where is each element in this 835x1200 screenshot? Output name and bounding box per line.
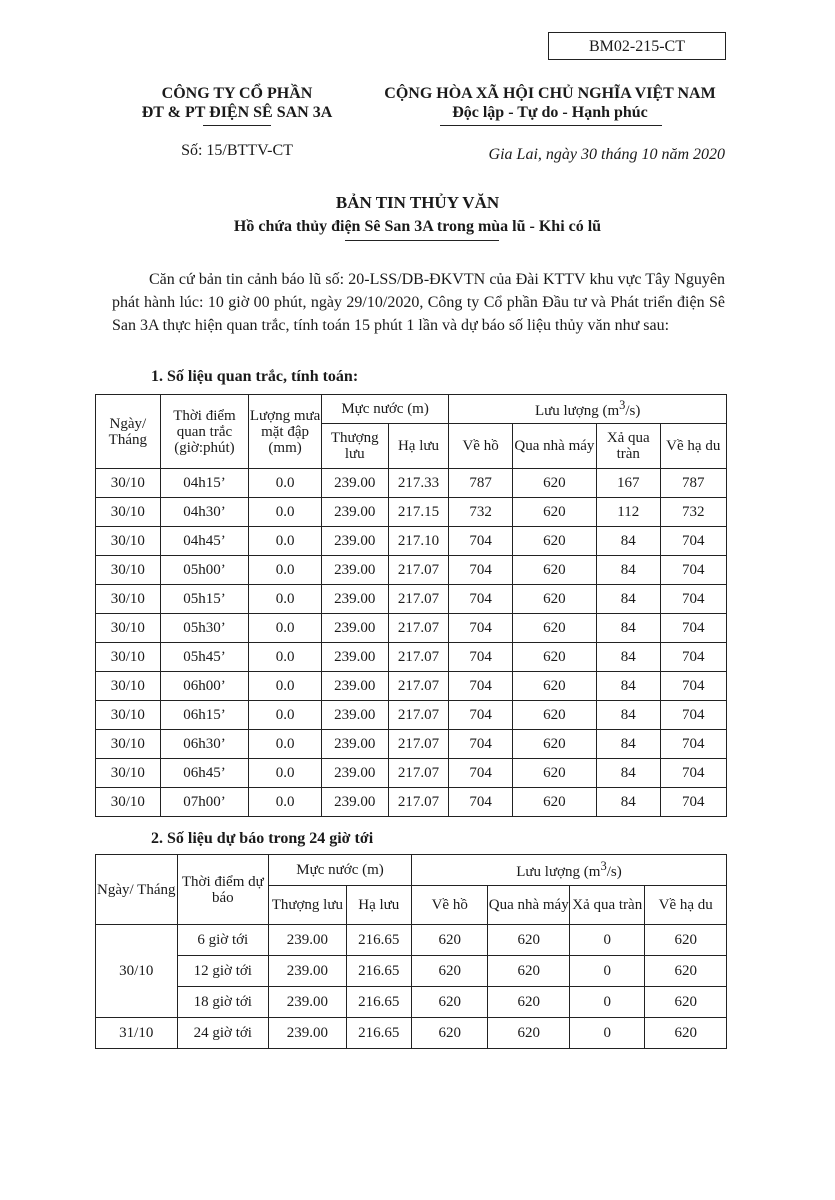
table-cell: 84 bbox=[597, 527, 660, 556]
subtitle-underline bbox=[345, 240, 499, 241]
table-cell: 620 bbox=[488, 956, 570, 987]
table-cell: 05h00’ bbox=[160, 556, 249, 585]
table-cell: 239.00 bbox=[321, 672, 388, 701]
table-cell: 30/10 bbox=[96, 585, 161, 614]
doc-title: BẢN TIN THỦY VĂN bbox=[335, 193, 500, 212]
table-cell: 704 bbox=[449, 701, 512, 730]
th-spill: Xả qua tràn bbox=[597, 424, 660, 469]
th2-flow-text: Lưu lượng (m bbox=[516, 864, 601, 880]
table-cell: 239.00 bbox=[321, 730, 388, 759]
table-row bbox=[96, 469, 727, 498]
th-downstream: Hạ lưu bbox=[388, 424, 449, 469]
table-cell: 30/10 bbox=[96, 788, 161, 817]
table-cell: 0.0 bbox=[249, 614, 322, 643]
table-cell: 217.07 bbox=[388, 672, 449, 701]
table-cell: 18 giờ tới bbox=[177, 987, 269, 1018]
table-cell: 06h30’ bbox=[160, 730, 249, 759]
table-cell: 84 bbox=[597, 585, 660, 614]
th2-spill: Xả qua tràn bbox=[569, 886, 644, 925]
table-cell: 620 bbox=[512, 643, 596, 672]
th2-inflow: Về hồ bbox=[411, 886, 487, 925]
table-row bbox=[96, 788, 727, 817]
table-cell: 217.15 bbox=[388, 498, 449, 527]
table-cell: 704 bbox=[449, 759, 512, 788]
table-cell: 787 bbox=[660, 469, 727, 498]
table-cell: 06h15’ bbox=[160, 701, 249, 730]
intro-paragraph: Căn cứ bản tin cảnh báo lũ số: 20-LSS/DB-ĐKVTN của Đài KTTV khu vực Tây Nguyên phát hành lúc: 10 giờ 00 phút, ngày 29/10/2020, Công ty Cổ phần Đầu tư và Phát triển điện Sê San 3A thực hiện quan trắc, tính toán 15 phút 1 lần và dự báo số liệu thủy văn như sau: bbox=[112, 271, 725, 334]
table-cell: 12 giờ tới bbox=[177, 956, 269, 987]
table-cell: 239.00 bbox=[321, 643, 388, 672]
table-cell: 239.00 bbox=[321, 614, 388, 643]
table-cell: 732 bbox=[449, 498, 512, 527]
table-cell: 216.65 bbox=[346, 956, 411, 987]
table-cell: 704 bbox=[449, 556, 512, 585]
table-cell: 30/10 bbox=[96, 614, 161, 643]
table-cell: 704 bbox=[660, 701, 727, 730]
table-cell: 704 bbox=[449, 614, 512, 643]
th-flow bbox=[449, 395, 727, 424]
th2-outflow: Về hạ du bbox=[645, 886, 727, 925]
table-cell: 620 bbox=[488, 987, 570, 1018]
table-cell: 30/10 bbox=[96, 469, 161, 498]
table-row bbox=[96, 1018, 727, 1049]
table-cell: 239.00 bbox=[269, 956, 346, 987]
table-cell: 0.0 bbox=[249, 672, 322, 701]
forecast-table bbox=[95, 854, 727, 1049]
table-cell: 620 bbox=[411, 925, 487, 956]
table-cell: 704 bbox=[449, 643, 512, 672]
th-time: Thời điểm quan trắc (giờ:phút) bbox=[160, 395, 249, 469]
table-cell: 0 bbox=[569, 1018, 644, 1049]
table-cell: 620 bbox=[512, 585, 596, 614]
table-cell: 07h00’ bbox=[160, 788, 249, 817]
table-cell: 787 bbox=[449, 469, 512, 498]
table-cell: 30/10 bbox=[96, 498, 161, 527]
observation-table bbox=[95, 394, 727, 817]
th-flow-end: /s) bbox=[625, 403, 641, 419]
table-cell: 84 bbox=[597, 614, 660, 643]
table-cell: 84 bbox=[597, 643, 660, 672]
table-cell: 732 bbox=[660, 498, 727, 527]
table-cell: 704 bbox=[449, 788, 512, 817]
th-outflow: Về hạ du bbox=[660, 424, 727, 469]
table-cell: 217.07 bbox=[388, 701, 449, 730]
table-cell: 704 bbox=[660, 730, 727, 759]
table-cell: 239.00 bbox=[321, 788, 388, 817]
th-flow-text: Lưu lượng (m bbox=[534, 403, 620, 419]
table-cell: 704 bbox=[660, 788, 727, 817]
table-cell: 239.00 bbox=[321, 585, 388, 614]
th2-time: Thời điểm dự báo bbox=[177, 855, 269, 925]
table-row bbox=[96, 498, 727, 527]
table-row bbox=[96, 556, 727, 585]
table-cell: 84 bbox=[597, 730, 660, 759]
table-cell: 30/10 bbox=[96, 759, 161, 788]
table-cell: 704 bbox=[660, 585, 727, 614]
th2-flow bbox=[411, 855, 726, 886]
table-cell: 239.00 bbox=[269, 1018, 346, 1049]
table-cell: 30/10 bbox=[96, 527, 161, 556]
table-row bbox=[96, 759, 727, 788]
table-row bbox=[96, 956, 727, 987]
table-cell: 217.07 bbox=[388, 730, 449, 759]
table-row bbox=[96, 925, 727, 956]
table-cell: 239.00 bbox=[321, 469, 388, 498]
table-cell: 704 bbox=[449, 585, 512, 614]
table-cell: 167 bbox=[597, 469, 660, 498]
table-cell: 620 bbox=[645, 1018, 727, 1049]
table-row bbox=[96, 614, 727, 643]
table-cell: 04h30’ bbox=[160, 498, 249, 527]
nation-line1: CỘNG HÒA XÃ HỘI CHỦ NGHĨA VIỆT NAM bbox=[384, 85, 716, 102]
table-row bbox=[96, 730, 727, 759]
table-cell: 0.0 bbox=[249, 788, 322, 817]
table-row bbox=[96, 987, 727, 1018]
table-cell: 05h15’ bbox=[160, 585, 249, 614]
company-line1: CÔNG TY CỔ PHẦN bbox=[161, 85, 313, 102]
th2-downstream: Hạ lưu bbox=[346, 886, 411, 925]
table-cell: 704 bbox=[660, 614, 727, 643]
table-cell-date: 31/10 bbox=[96, 1018, 178, 1049]
table-cell: 704 bbox=[660, 643, 727, 672]
table-cell: 239.00 bbox=[321, 556, 388, 585]
table-cell: 0.0 bbox=[249, 556, 322, 585]
table-row bbox=[96, 701, 727, 730]
doc-subtitle: Hồ chứa thủy điện Sê San 3A trong mùa lũ - Khi có lũ bbox=[233, 218, 602, 235]
th-flow-sup: 3 bbox=[619, 398, 626, 412]
th-rain: Lượng mưa mặt đập (mm) bbox=[249, 395, 322, 469]
table-cell: 239.00 bbox=[321, 759, 388, 788]
th-date: Ngày/ Tháng bbox=[96, 395, 161, 469]
place-date: Gia Lai, ngày 30 tháng 10 năm 2020 bbox=[488, 146, 725, 163]
table-cell: 216.65 bbox=[346, 987, 411, 1018]
table-row bbox=[96, 527, 727, 556]
table-cell: 620 bbox=[488, 1018, 570, 1049]
table-cell: 704 bbox=[660, 672, 727, 701]
table-cell: 05h45’ bbox=[160, 643, 249, 672]
th2-level: Mực nước (m) bbox=[269, 855, 412, 886]
table-cell: 217.07 bbox=[388, 614, 449, 643]
table-cell: 216.65 bbox=[346, 1018, 411, 1049]
section2-heading: 2. Số liệu dự báo trong 24 giờ tới bbox=[151, 830, 374, 847]
company-line2: ĐT & PT ĐIỆN SÊ SAN 3A bbox=[141, 104, 333, 121]
table-cell: 84 bbox=[597, 759, 660, 788]
table-cell: 704 bbox=[449, 672, 512, 701]
table-cell: 217.07 bbox=[388, 643, 449, 672]
table-cell: 04h45’ bbox=[160, 527, 249, 556]
table-cell: 239.00 bbox=[321, 498, 388, 527]
table-cell: 06h45’ bbox=[160, 759, 249, 788]
table-cell: 217.07 bbox=[388, 556, 449, 585]
table-cell: 0.0 bbox=[249, 643, 322, 672]
form-code: BM02-215-CT bbox=[548, 32, 726, 60]
table-cell: 6 giờ tới bbox=[177, 925, 269, 956]
table-cell: 620 bbox=[645, 956, 727, 987]
th2-flow-sup: 3 bbox=[600, 859, 607, 873]
table-cell: 239.00 bbox=[269, 987, 346, 1018]
table-cell: 620 bbox=[488, 925, 570, 956]
table-cell: 620 bbox=[512, 527, 596, 556]
table-cell: 620 bbox=[512, 701, 596, 730]
table-cell: 620 bbox=[645, 925, 727, 956]
table-cell: 239.00 bbox=[321, 701, 388, 730]
table-cell: 0 bbox=[569, 956, 644, 987]
table-cell: 620 bbox=[411, 956, 487, 987]
table-cell: 620 bbox=[512, 556, 596, 585]
section1-heading: 1. Số liệu quan trắc, tính toán: bbox=[151, 368, 359, 385]
table-cell-date: 30/10 bbox=[96, 925, 178, 1018]
table-cell: 84 bbox=[597, 788, 660, 817]
table-cell: 620 bbox=[645, 987, 727, 1018]
table-cell: 704 bbox=[660, 759, 727, 788]
table-cell: 0.0 bbox=[249, 527, 322, 556]
th-plant: Qua nhà máy bbox=[512, 424, 596, 469]
table-cell: 0 bbox=[569, 925, 644, 956]
table-cell: 704 bbox=[660, 556, 727, 585]
th2-date: Ngày/ Tháng bbox=[96, 855, 178, 925]
table-cell: 0.0 bbox=[249, 701, 322, 730]
th-level: Mực nước (m) bbox=[321, 395, 449, 424]
nation-underline bbox=[440, 125, 662, 126]
table-cell: 0 bbox=[569, 987, 644, 1018]
table-row bbox=[96, 672, 727, 701]
th2-flow-end: /s) bbox=[606, 864, 622, 880]
table-cell: 620 bbox=[512, 614, 596, 643]
nation-header bbox=[360, 84, 740, 122]
table-cell: 620 bbox=[512, 469, 596, 498]
table-cell: 216.65 bbox=[346, 925, 411, 956]
table-cell: 30/10 bbox=[96, 730, 161, 759]
table-cell: 704 bbox=[449, 730, 512, 759]
table-cell: 04h15’ bbox=[160, 469, 249, 498]
table-cell: 620 bbox=[512, 498, 596, 527]
table-cell: 704 bbox=[660, 527, 727, 556]
table-cell: 217.07 bbox=[388, 585, 449, 614]
table-cell: 620 bbox=[411, 987, 487, 1018]
table-cell: 84 bbox=[597, 672, 660, 701]
table-cell: 30/10 bbox=[96, 701, 161, 730]
table-cell: 0.0 bbox=[249, 759, 322, 788]
table-cell: 84 bbox=[597, 701, 660, 730]
table-cell: 0.0 bbox=[249, 585, 322, 614]
table-cell: 620 bbox=[512, 672, 596, 701]
th-inflow: Về hồ bbox=[449, 424, 512, 469]
table-cell: 0.0 bbox=[249, 498, 322, 527]
table-cell: 239.00 bbox=[321, 527, 388, 556]
table-cell: 05h30’ bbox=[160, 614, 249, 643]
th-upstream: Thượng lưu bbox=[321, 424, 388, 469]
doc-number: Số: 15/BTTV-CT bbox=[181, 142, 293, 159]
table-cell: 0.0 bbox=[249, 469, 322, 498]
company-underline bbox=[203, 125, 271, 126]
table-cell: 30/10 bbox=[96, 556, 161, 585]
table-cell: 620 bbox=[512, 730, 596, 759]
table-cell: 217.07 bbox=[388, 788, 449, 817]
table-cell: 0.0 bbox=[249, 730, 322, 759]
company-header bbox=[112, 84, 362, 122]
table-cell: 620 bbox=[512, 759, 596, 788]
table-cell: 239.00 bbox=[269, 925, 346, 956]
table-cell: 217.33 bbox=[388, 469, 449, 498]
table-cell: 30/10 bbox=[96, 672, 161, 701]
table-cell: 704 bbox=[449, 527, 512, 556]
table-cell: 620 bbox=[512, 788, 596, 817]
table-cell: 24 giờ tới bbox=[177, 1018, 269, 1049]
table-row bbox=[96, 585, 727, 614]
th2-plant: Qua nhà máy bbox=[488, 886, 570, 925]
th2-upstream: Thượng lưu bbox=[269, 886, 346, 925]
table-cell: 84 bbox=[597, 556, 660, 585]
table-cell: 217.07 bbox=[388, 759, 449, 788]
table-row bbox=[96, 643, 727, 672]
nation-line2: Độc lập - Tự do - Hạnh phúc bbox=[452, 104, 648, 121]
table-cell: 30/10 bbox=[96, 643, 161, 672]
table-cell: 620 bbox=[411, 1018, 487, 1049]
table-cell: 217.10 bbox=[388, 527, 449, 556]
table-cell: 06h00’ bbox=[160, 672, 249, 701]
table-cell: 112 bbox=[597, 498, 660, 527]
